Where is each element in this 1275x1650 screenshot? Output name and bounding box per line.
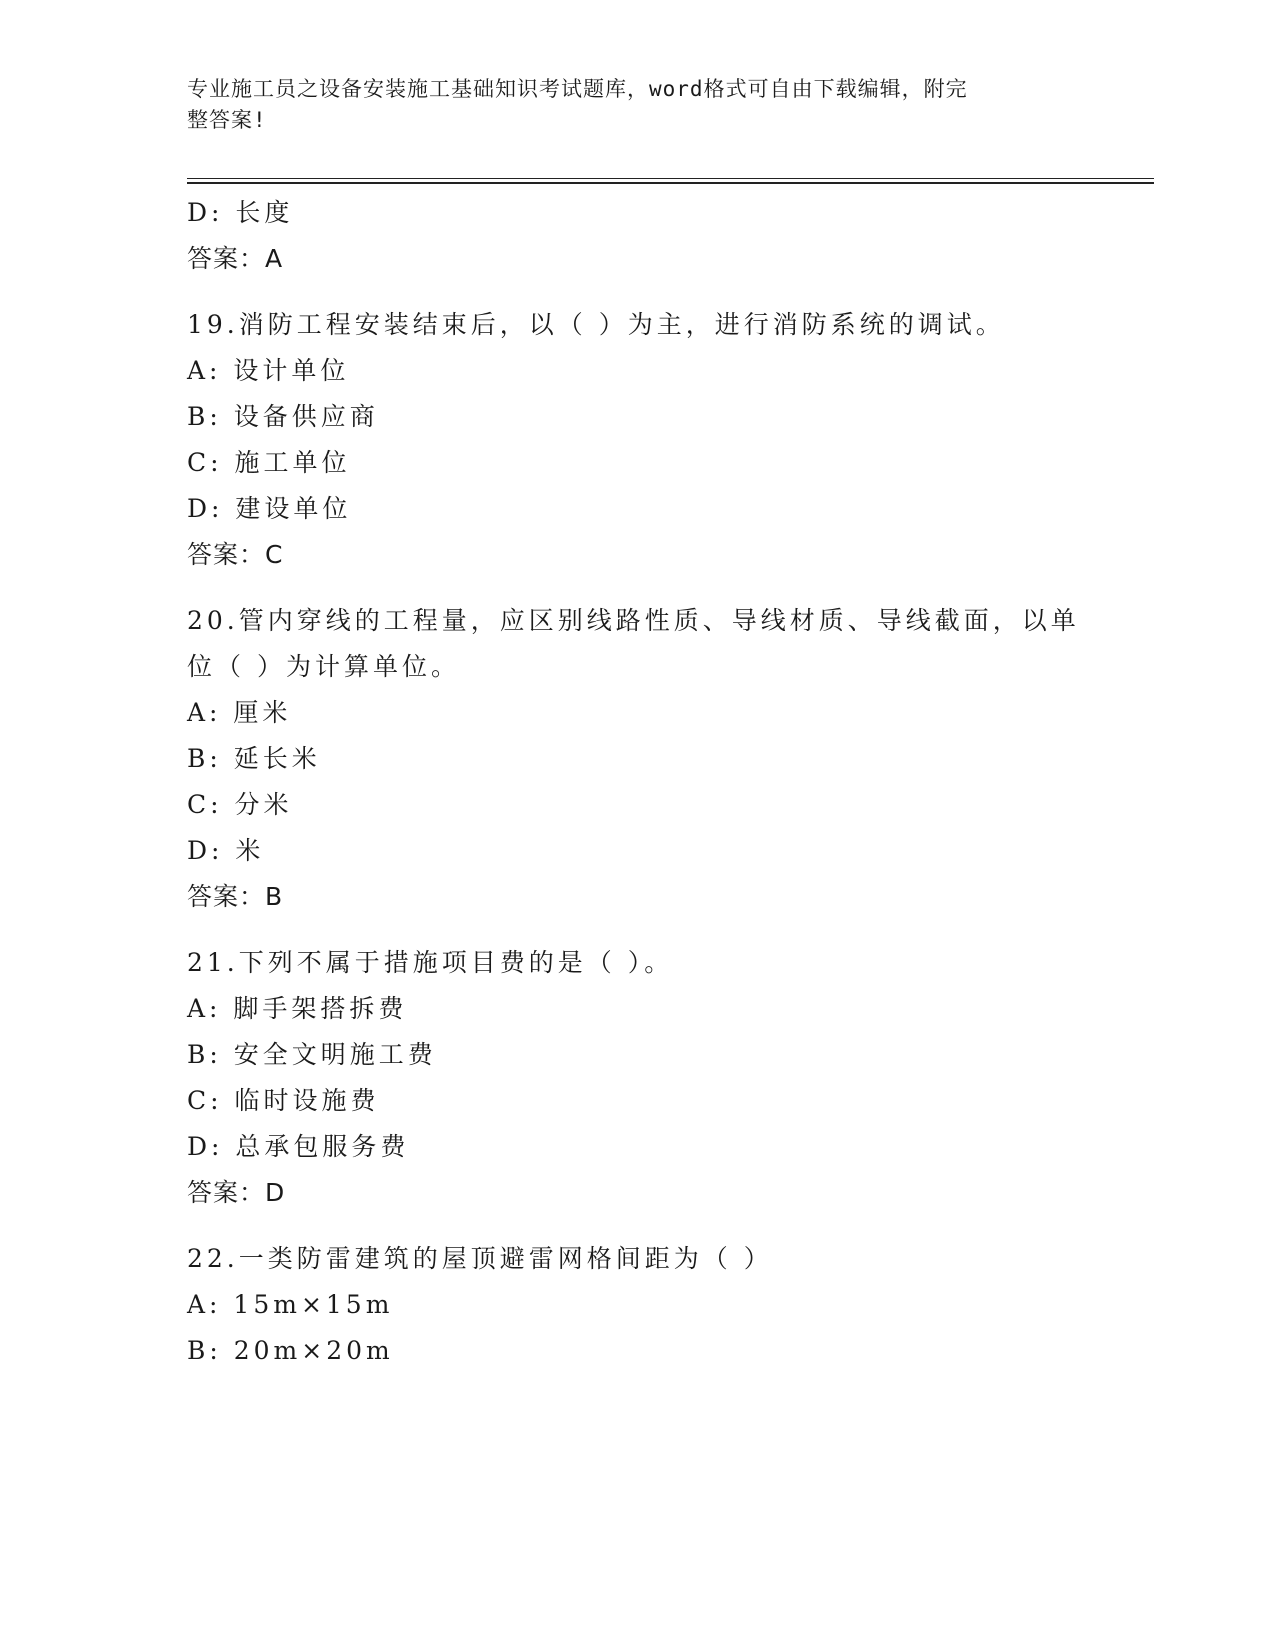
option-d-fragment: D: 长度 [187,198,294,227]
answer-fragment: 答案：A [187,244,284,273]
option-b: B: 设备供应商 [187,402,379,431]
option-d: D: 米 [187,836,265,865]
question-stem: 22.一类防雷建筑的屋顶避雷网格间距为（ ） [187,1244,773,1273]
header-divider-thick [187,182,1154,184]
answer: 答案：C [187,540,284,569]
question-stem: 19.消防工程安装结束后，以（ ）为主，进行消防系统的调试。 [187,310,1005,339]
question-19 [187,302,1087,578]
option-b: B: 延长米 [187,744,321,773]
option-c: C: 分米 [187,790,293,819]
question-22 [187,1236,1087,1374]
option-c: C: 临时设施费 [187,1086,380,1115]
answer: 答案：D [187,1178,286,1207]
option-a: A: 脚手架搭拆费 [187,994,408,1023]
question-stem: 21.下列不属于措施项目费的是（ ）。 [187,948,674,977]
option-d: D: 总承包服务费 [187,1132,410,1161]
question-stem-line-1: 20.管内穿线的工程量，应区别线路性质、导线材质、导线截面，以单 [187,606,1080,635]
option-d: D: 建设单位 [187,494,352,523]
question-21 [187,940,1087,1216]
document-header [187,74,1067,136]
option-b: B: 20m×20m [187,1336,394,1365]
option-a: A: 设计单位 [187,356,350,385]
question-stem-line-2: 位（ ）为计算单位。 [187,652,460,681]
option-c: C: 施工单位 [187,448,351,477]
header-title-line-2: 整答案! [187,108,267,132]
question-20 [187,598,1087,920]
header-title-line-1: 专业施工员之设备安装施工基础知识考试题库，word格式可自由下载编辑，附完 [187,77,968,101]
option-a: A: 厘米 [187,698,292,727]
document-body [187,190,1087,1374]
header-divider-thin [187,178,1154,179]
answer: 答案：B [187,882,284,911]
option-b: B: 安全文明施工费 [187,1040,437,1069]
option-a: A: 15m×15m [187,1290,394,1319]
